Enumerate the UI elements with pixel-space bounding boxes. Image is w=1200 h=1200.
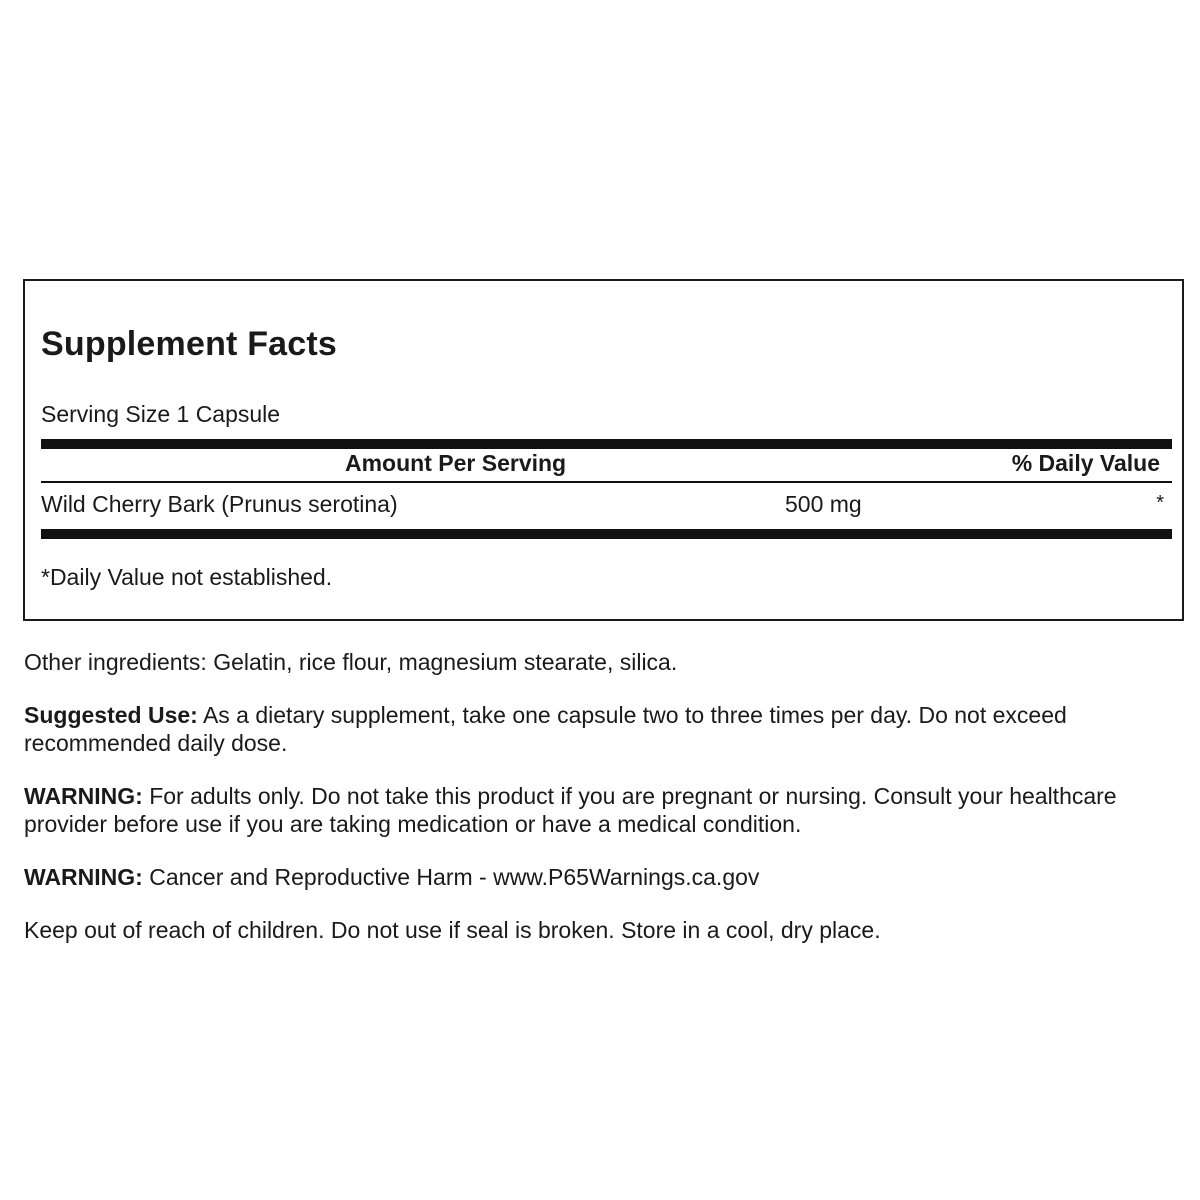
supplement-facts-panel bbox=[23, 279, 1184, 621]
storage-instructions: Keep out of reach of children. Do not use if seal is broken. Store in a cool, dry place. bbox=[24, 917, 881, 943]
serving-size: Serving Size 1 Capsule bbox=[41, 401, 281, 427]
thick-divider-bottom bbox=[41, 529, 1172, 539]
ingredient-daily-value: * bbox=[1156, 492, 1164, 514]
warning-text: Cancer and Reproductive Harm - www.P65Warnings.ca.gov bbox=[142, 864, 760, 890]
ingredient-amount: 500 mg bbox=[785, 491, 862, 517]
other-ingredients: Other ingredients: Gelatin, rice flour, magnesium stearate, silica. bbox=[24, 649, 678, 675]
warning-text: For adults only. Do not take this product if you are pregnant or nursing. Consult your healthcare provider before use if you are taking medication or have a medical condition. bbox=[24, 783, 1117, 837]
thin-divider bbox=[41, 481, 1172, 483]
suggested-use bbox=[24, 701, 1189, 757]
suggested-use-label: Suggested Use: bbox=[24, 702, 198, 728]
amount-per-serving-header: Amount Per Serving bbox=[345, 450, 567, 476]
warning-adults bbox=[24, 782, 1189, 838]
thick-divider-top bbox=[41, 439, 1172, 449]
supplement-facts-title: Supplement Facts bbox=[41, 325, 338, 363]
daily-value-header: % Daily Value bbox=[1011, 450, 1160, 476]
warning-label: WARNING: bbox=[24, 783, 143, 809]
suggested-use-text: As a dietary supplement, take one capsule two to three times per day. Do not exceed recommended daily dose. bbox=[24, 702, 1067, 756]
warning-label: WARNING: bbox=[24, 864, 143, 890]
ingredient-name: Wild Cherry Bark (Prunus serotina) bbox=[41, 491, 398, 517]
daily-value-footnote: *Daily Value not established. bbox=[41, 564, 333, 590]
warning-prop65 bbox=[24, 863, 1189, 891]
